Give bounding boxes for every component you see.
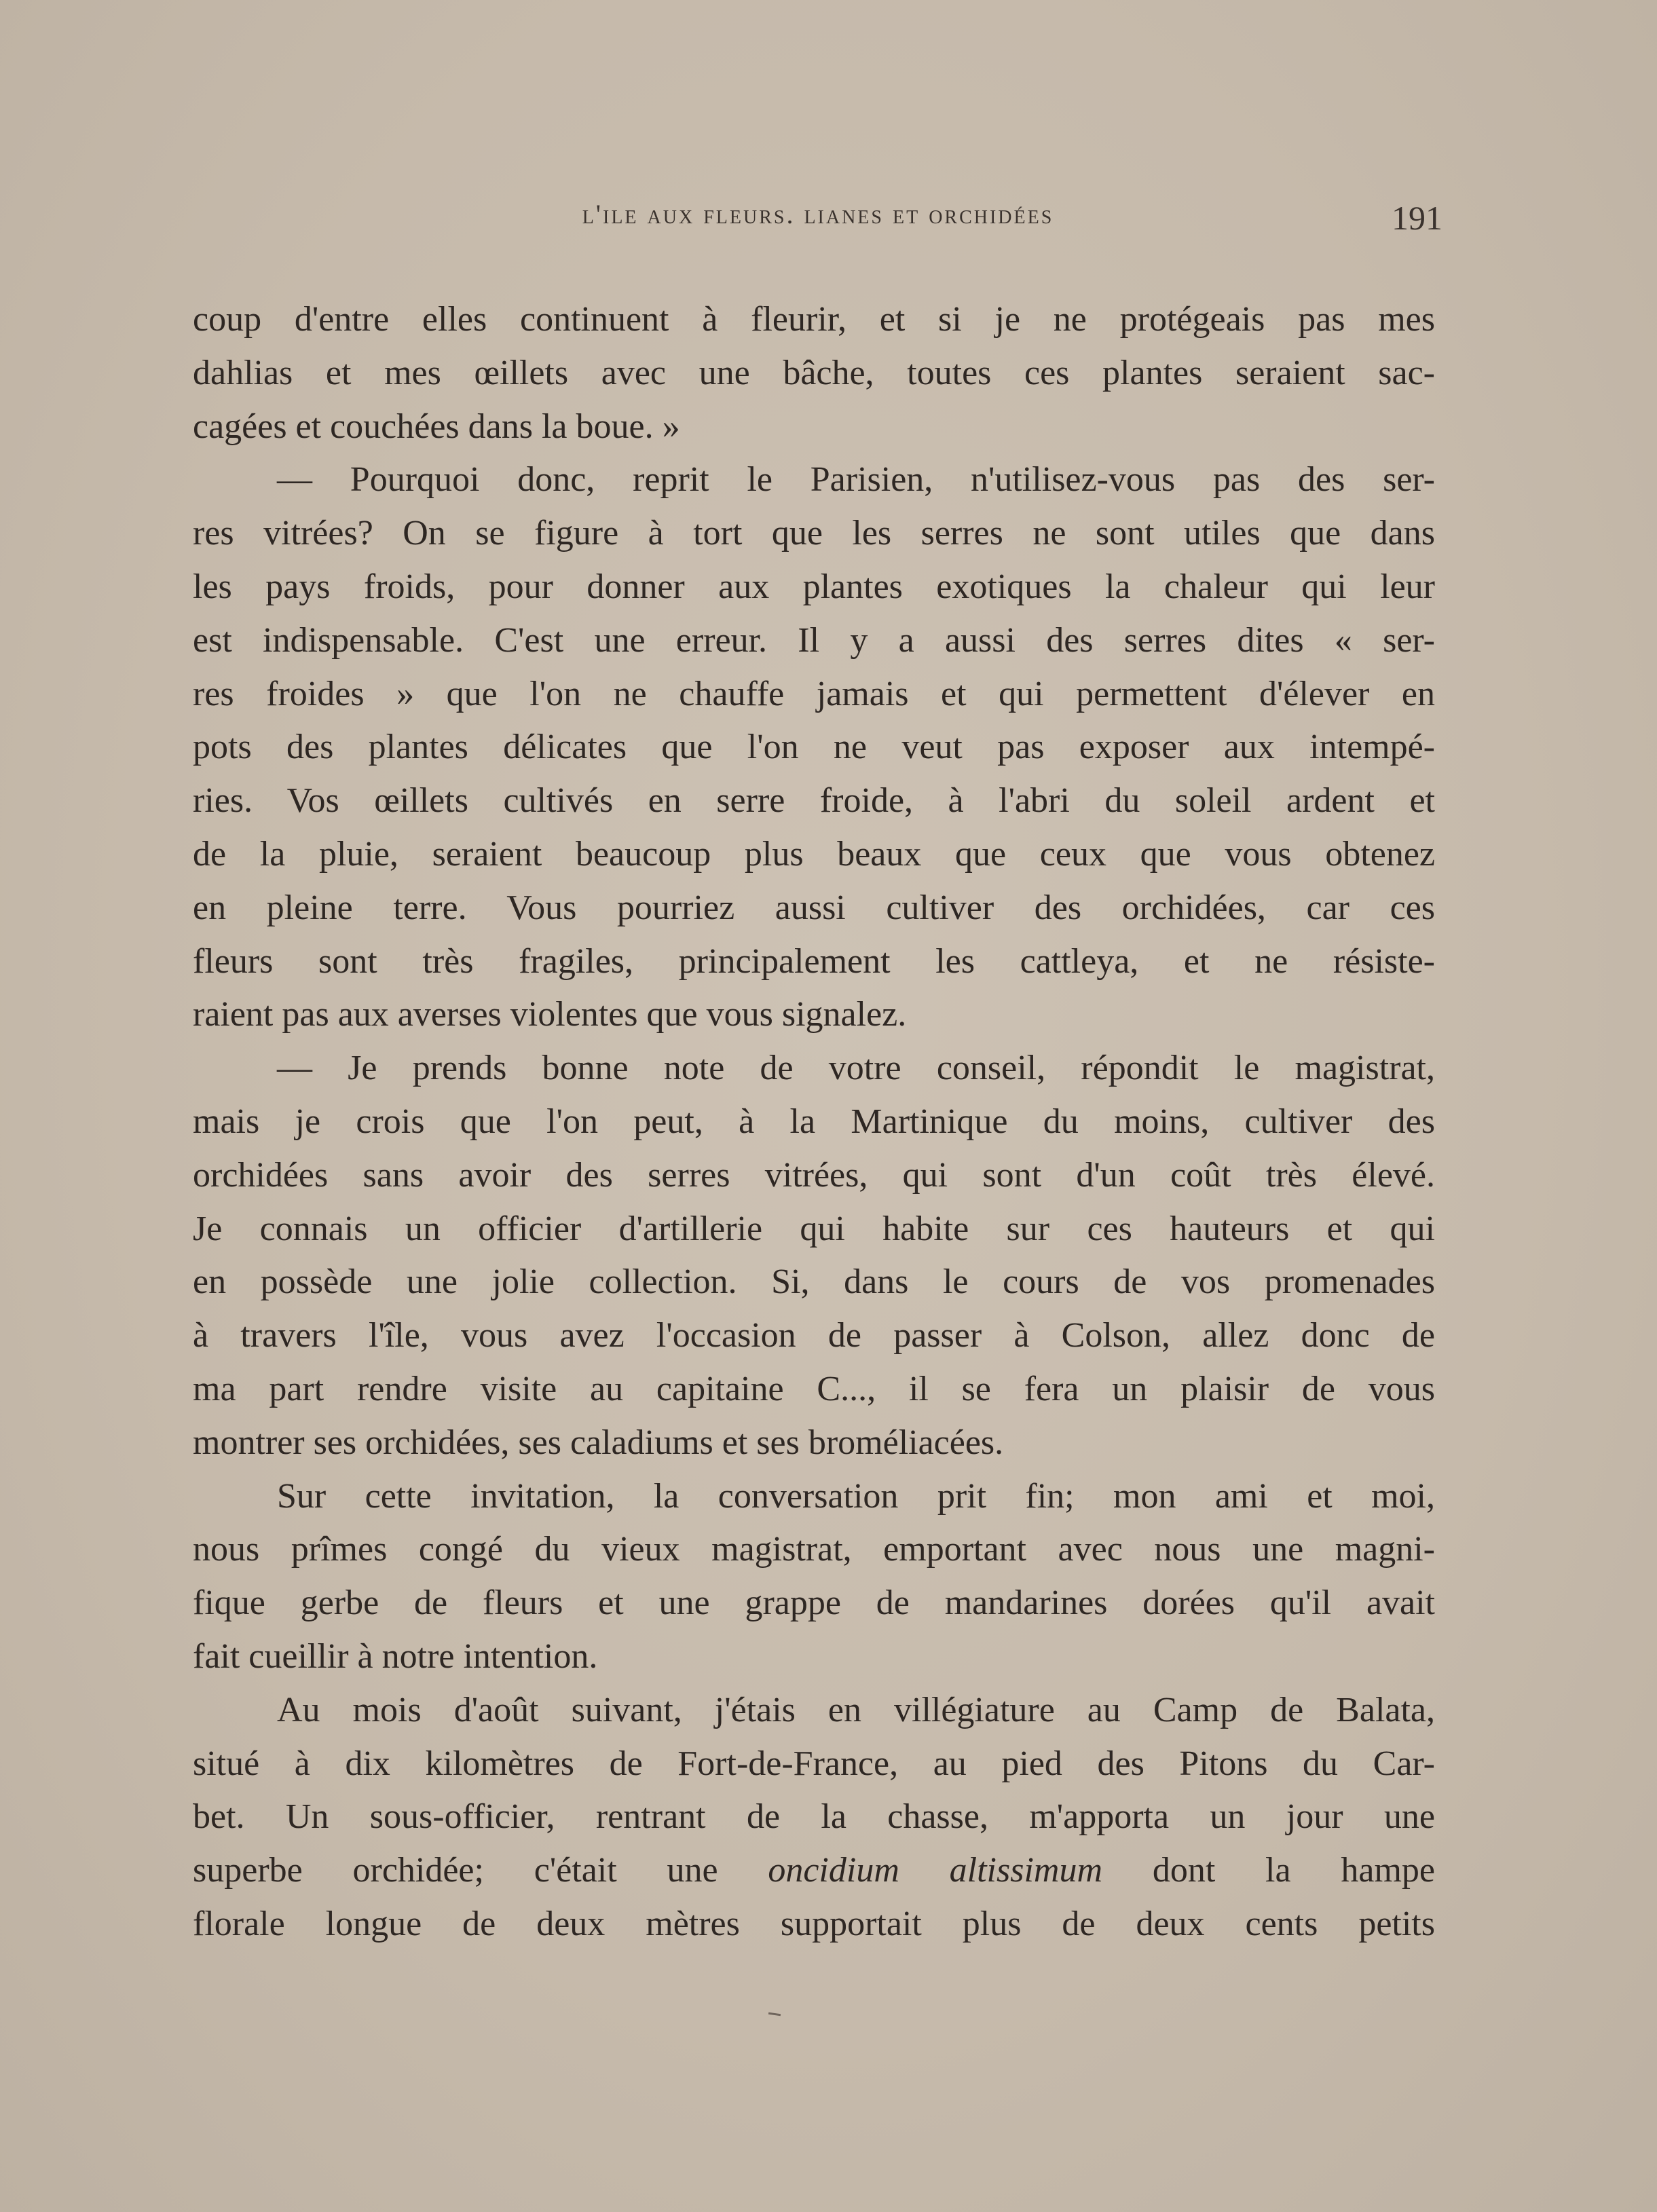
line-text: res vitrées? On se figure à tort que les serres ne sont utiles que dans <box>193 514 1435 553</box>
line-text: bet. Un sous-officier, rentrant de la chasse, m'apporta un jour une <box>193 1797 1435 1837</box>
text-line <box>193 293 1435 347</box>
page-number: 191 <box>1392 199 1442 237</box>
text-line <box>193 1791 1435 1844</box>
line-text: raient pas aux averses violentes que vous signalez. <box>193 995 907 1034</box>
line-text: en pleine terre. Vous pourriez aussi cultiver des orchidées, car ces <box>193 888 1435 927</box>
text-line <box>193 1844 1435 1898</box>
line-text: pots des plantes délicates que l'on ne veut pas exposer aux intempé- <box>193 728 1435 767</box>
line-text: superbe orchidée; c'était une <box>193 1851 768 1890</box>
text-line <box>193 561 1435 614</box>
text-line <box>193 1363 1435 1417</box>
text-line <box>193 988 1435 1042</box>
text-line <box>193 507 1435 561</box>
text-line <box>193 1523 1435 1577</box>
text-line <box>193 1738 1435 1791</box>
line-text: Au mois d'août suivant, j'étais en villégiature au Camp de Balata, <box>277 1690 1435 1729</box>
line-text: orchidées sans avoir des serres vitrées, qui sont d'un coût très élevé. <box>193 1155 1435 1195</box>
line-text: res froides » que l'on ne chauffe jamais et qui permettent d'élever en <box>193 674 1435 713</box>
line-text: mais je crois que l'on peut, à la Martinique du moins, cultiver des <box>193 1102 1435 1141</box>
text-line <box>193 1577 1435 1630</box>
text-line <box>193 1256 1435 1309</box>
text-line <box>193 828 1435 882</box>
text-line <box>193 721 1435 774</box>
line-text: fait cueillir à notre intention. <box>193 1636 598 1676</box>
line-text: à travers l'île, vous avez l'occasion de passer à Colson, allez donc de <box>193 1316 1435 1355</box>
line-text: fleurs sont très fragiles, principalement les cattleya, et ne résiste- <box>193 941 1435 981</box>
line-text: est indispensable. C'est une erreur. Il y a aussi des serres dites « ser- <box>193 620 1435 660</box>
text-line <box>193 400 1435 454</box>
line-text-after: dont la hampe <box>1102 1851 1435 1890</box>
text-line <box>193 1042 1435 1095</box>
line-text: en possède une jolie collection. Si, dans le cours de vos promenades <box>193 1262 1435 1302</box>
line-text: — Pourquoi donc, reprit le Parisien, n'utilisez-vous pas des ser- <box>277 460 1435 500</box>
text-line <box>193 935 1435 989</box>
text-line <box>193 453 1435 507</box>
line-text: coup d'entre elles continuent à fleurir, et si je ne protégeais pas mes <box>193 300 1435 339</box>
text-line <box>193 668 1435 721</box>
text-line <box>193 1309 1435 1363</box>
text-line <box>193 1095 1435 1149</box>
line-text: les pays froids, pour donner aux plantes exotiques la chaleur qui leur <box>193 567 1435 606</box>
line-text: ries. Vos œillets cultivés en serre froide, à l'abri du soleil ardent et <box>193 781 1435 821</box>
line-text: — Je prends bonne note de votre conseil, répondit le magistrat, <box>277 1049 1435 1088</box>
text-line <box>193 1470 1435 1524</box>
text-line <box>193 1898 1435 1951</box>
line-text: nous prîmes congé du vieux magistrat, emportant avec nous une magni- <box>193 1530 1435 1569</box>
text-line <box>193 1630 1435 1684</box>
text-line <box>193 774 1435 828</box>
line-text: ma part rendre visite au capitaine C..., il se fera un plaisir de vous <box>193 1369 1435 1408</box>
line-text: fique gerbe de fleurs et une grappe de mandarines dorées qu'il avait <box>193 1583 1435 1623</box>
text-line <box>193 1417 1435 1470</box>
line-text: cagées et couchées dans la boue. » <box>193 407 680 446</box>
text-line <box>193 1684 1435 1738</box>
line-text: Je connais un officier d'artillerie qui habite sur ces hauteurs et qui <box>193 1209 1435 1248</box>
body-text <box>193 293 1435 1951</box>
line-text: dahlias et mes œillets avec une bâche, toutes ces plantes seraient sac- <box>193 353 1435 392</box>
line-text: de la pluie, seraient beaucoup plus beaux que ceux que vous obtenez <box>193 834 1435 874</box>
text-line <box>193 347 1435 400</box>
text-line <box>193 1149 1435 1203</box>
italic-species-name: oncidium altissimum <box>768 1851 1103 1890</box>
line-text: florale longue de deux mètres supportait plus de deux cents petits <box>193 1904 1435 1943</box>
line-text: Sur cette invitation, la conversation prit fin; mon ami et moi, <box>277 1476 1435 1516</box>
line-text: situé à dix kilomètres de Fort-de-France, au pied des Pitons du Car- <box>193 1744 1435 1783</box>
text-line <box>193 1203 1435 1256</box>
line-text: montrer ses orchidées, ses caladiums et ses broméliacées. <box>193 1423 1004 1462</box>
text-line <box>193 614 1435 668</box>
running-head: l'ile aux fleurs. lianes et orchidées <box>582 199 1054 229</box>
text-line <box>193 882 1435 935</box>
